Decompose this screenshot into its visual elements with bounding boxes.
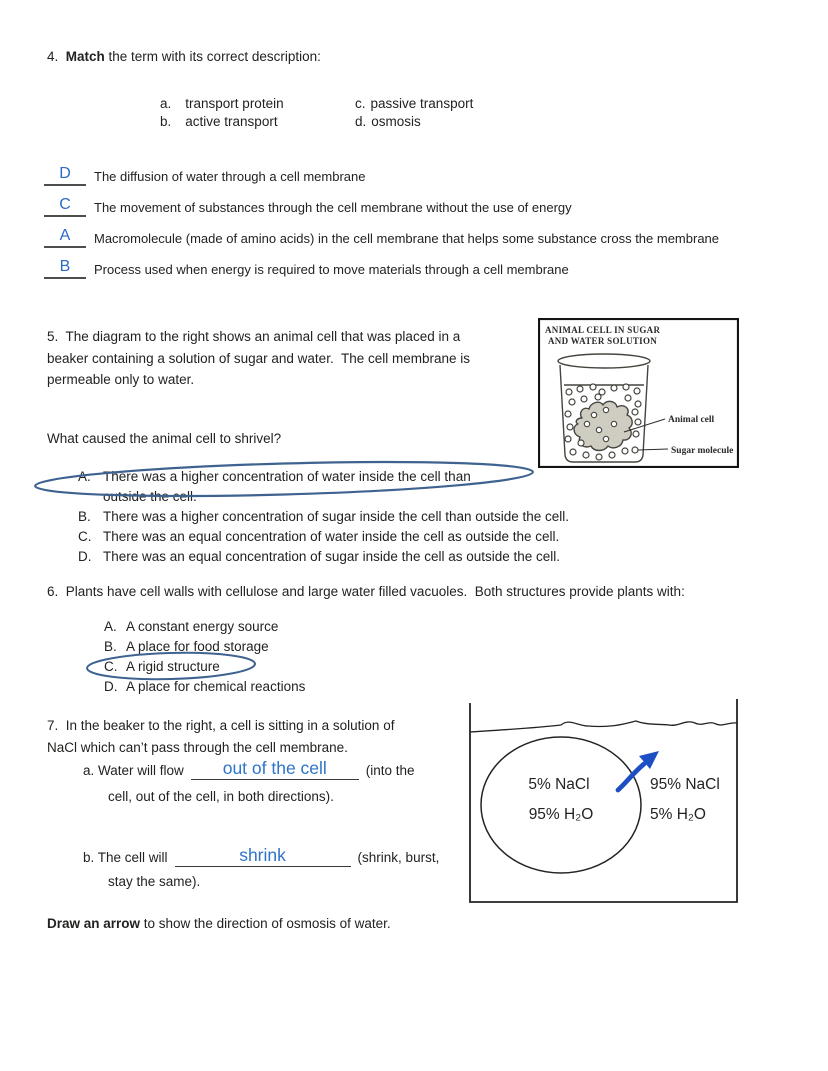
q6-choice-a-text: A constant energy source (126, 619, 279, 634)
sugar-molecule-label: Sugar molecule (671, 446, 734, 456)
q5-choice-a-letter: A. (78, 469, 91, 484)
q5-question: What caused the animal cell to shrivel? (47, 431, 282, 446)
q4-answer-blank-4[interactable] (44, 258, 86, 279)
q7-intro-line1: 7. In the beaker to the right, a cell is sitting in a solution of (47, 718, 395, 733)
q4-heading-bold: Match (65, 49, 105, 64)
q5-choice-a-text-line2: outside the cell. (103, 489, 197, 504)
q7-part-a-blank[interactable] (191, 760, 359, 780)
q6-choice-c-text: A rigid structure (126, 659, 220, 674)
q7-diagram-cell-in-nacl-beaker (466, 698, 742, 908)
q6-circled-answer-annotation (84, 649, 264, 683)
q5-text-line3: permeable only to water. (47, 372, 195, 388)
q4-match-row-4 (44, 254, 569, 279)
q4-answer-blank-3[interactable] (44, 227, 86, 248)
q5-choice-a-text-line1: There was a higher concentration of water inside the cell than (103, 469, 471, 484)
q6-choice-b-text: A place for food storage (126, 639, 269, 654)
q5-choice-b-text: There was a higher concentration of sugar inside the cell than outside the cell. (103, 509, 570, 524)
q7-part-b-continuation: stay the same). (108, 874, 201, 889)
q7-intro (47, 715, 394, 758)
q5-choice-b (78, 507, 569, 527)
q4-match-desc-3: Macromolecule (made of amino acids) in the cell membrane that helps some substance cross the membrane (94, 231, 720, 246)
q6-choice-c-letter: C. (104, 659, 118, 674)
q5-choice-d-text: There was an equal concentration of sugar inside the cell as outside the cell. (103, 549, 561, 564)
q4-match-desc-4: Process used when energy is required to move materials through a cell membrane (94, 262, 569, 277)
q5-choice-d (78, 547, 560, 567)
q6-choice-d-text: A place for chemical reactions (126, 679, 306, 694)
q4-option-c-label: c. (355, 96, 366, 111)
q5-text-line1: 5. The diagram to the right shows an animal cell that was placed in a (47, 329, 461, 344)
q4-answer-4: B (59, 258, 71, 276)
q7-part-a-suffix: (into the (365, 762, 415, 778)
q4-answer-2: C (59, 196, 71, 214)
q7-part-b-blank[interactable] (175, 847, 351, 867)
q5-choice-c-text: There was an equal concentration of water inside the cell as outside the cell. (103, 529, 560, 544)
cell-h2o-label: 95% H₂O (528, 806, 594, 823)
q7-part-a-answer: out of the cell (222, 758, 327, 778)
q4-match-desc-1: The diffusion of water through a cell membrane (94, 169, 366, 184)
q6-choice-a (104, 617, 278, 637)
q7-part-a-prefix: a. Water will flow (83, 762, 184, 778)
q4-option-d (340, 99, 421, 144)
q6-choice-b-letter: B. (104, 639, 117, 654)
q5-text-line2: beaker containing a solution of sugar and water. The cell membrane is (47, 350, 470, 366)
diagram-title-line1: ANIMAL CELL IN SUGAR (545, 325, 661, 335)
q4-number: 4. (47, 49, 66, 64)
q4-match-row-3 (44, 223, 719, 248)
solution-nacl-label: 95% NaCl (650, 776, 720, 793)
q5-diagram-animal-cell-in-beaker (538, 318, 739, 468)
diagram-title-line2: AND WATER SOLUTION (548, 336, 658, 346)
q4-match-desc-2: The movement of substances through the cell membrane without the use of energy (94, 200, 572, 215)
q7-instruction (47, 916, 391, 931)
q7-part-a-row (83, 760, 415, 780)
q4-heading (47, 49, 321, 64)
q4-option-b-label: b. (160, 114, 172, 129)
q4-option-d-label: d. (355, 114, 367, 129)
q5-paragraph (47, 326, 470, 391)
q7-instruction-bold: Draw an arrow (47, 916, 141, 931)
cell-membrane-ellipse (481, 737, 641, 873)
q6-choice-a-letter: A. (104, 619, 117, 634)
water-surface-line (470, 721, 737, 732)
q7-instruction-rest: to show the direction of osmosis of water. (140, 916, 391, 931)
q7-part-b-answer: shrink (239, 845, 286, 865)
q5-choice-d-letter: D. (78, 549, 92, 564)
q4-match-row-2 (44, 192, 572, 217)
q4-option-a-text: transport protein (185, 96, 284, 111)
solution-h2o-label: 5% H₂O (650, 806, 706, 823)
q6-choice-d-letter: D. (104, 679, 118, 694)
q4-option-b-text: active transport (185, 114, 278, 129)
q4-answer-blank-2[interactable] (44, 196, 86, 217)
q4-option-a-label: a. (160, 96, 172, 111)
q7-part-b-prefix: b. The cell will (83, 849, 168, 865)
q4-answer-1: D (59, 165, 71, 183)
q4-heading-rest: the term with its correct description: (104, 49, 321, 64)
q5-choice-b-letter: B. (78, 509, 91, 524)
animal-cell-label: Animal cell (668, 415, 715, 425)
q4-option-c-text: passive transport (370, 96, 474, 111)
q5-choice-c (78, 527, 559, 547)
q4-option-b (145, 99, 278, 144)
q4-option-d-text: osmosis (371, 114, 421, 129)
q7-part-b-row (83, 847, 439, 867)
q7-part-b-suffix: (shrink, burst, (357, 849, 440, 865)
q4-answer-blank-1[interactable] (44, 165, 86, 186)
q5-choice-c-letter: C. (78, 529, 92, 544)
q6-heading: 6. Plants have cell walls with cellulose and large water filled vacuoles. Both structures provide plants with: (47, 584, 685, 599)
q7-part-a-continuation: cell, out of the cell, in both directions). (108, 789, 334, 804)
q5-circled-answer-annotation (28, 458, 543, 502)
cell-nacl-label: 5% NaCl (528, 776, 590, 793)
q7-intro-line2: NaCl which can’t pass through the cell membrane. (47, 739, 348, 755)
q4-answer-3: A (59, 227, 71, 245)
q4-match-row-1 (44, 161, 365, 186)
